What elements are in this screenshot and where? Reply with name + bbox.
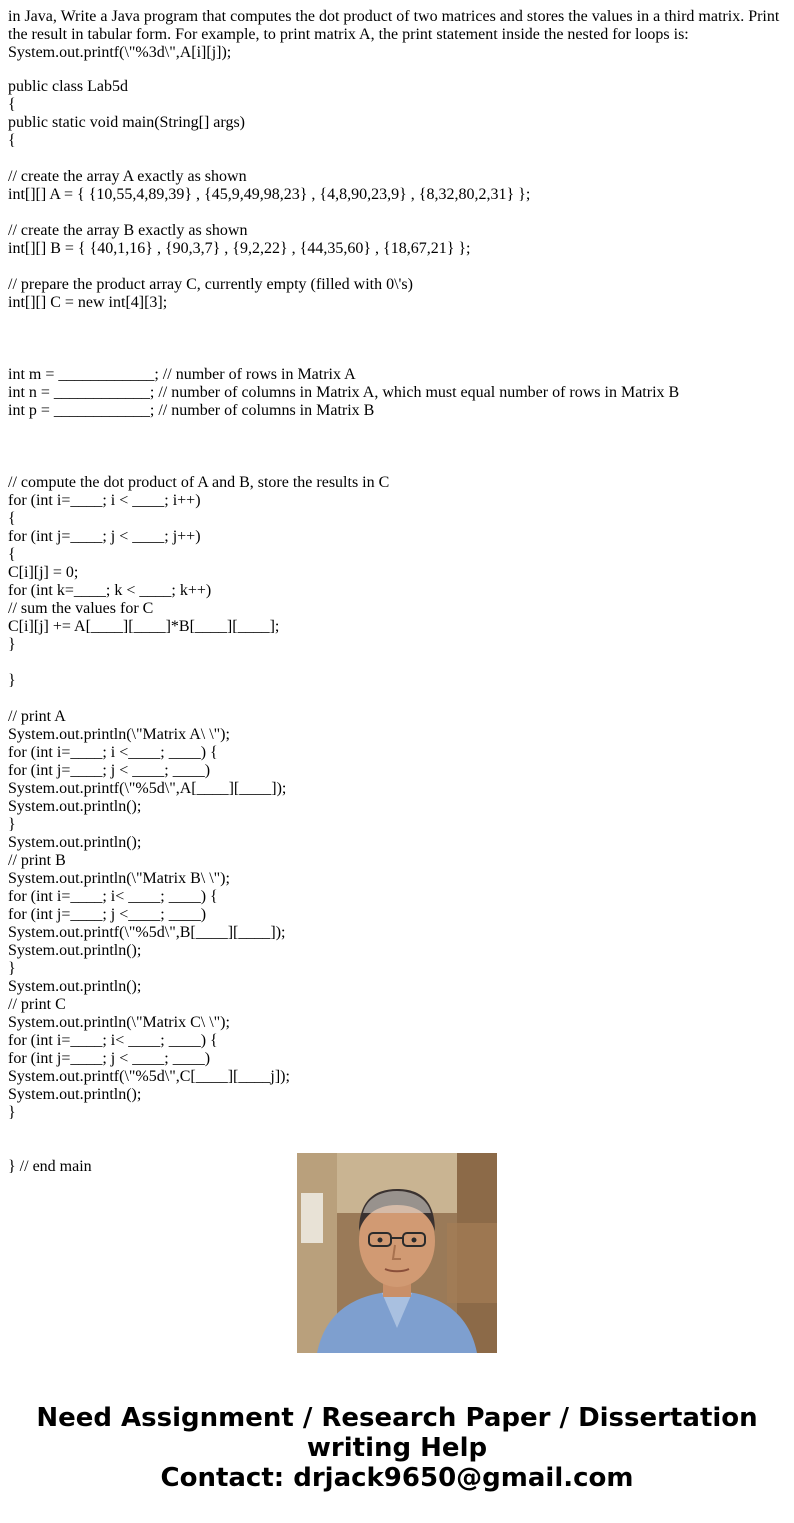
code-line xyxy=(8,204,786,222)
promo-line-2: writing Help xyxy=(306,1433,488,1463)
code-line: // create the array A exactly as shown xyxy=(8,168,247,185)
code-line: int[][] C = new int[4][3]; xyxy=(8,294,168,311)
question-intro: in Java, Write a Java program that computes the dot product of two matrices and stores the values in a third matrix. Print the result in tabular form. For example, to print matrix A, the print statement inside the nested for loops is: System.out.printf(\"%3d\",A[i][j]); xyxy=(8,8,780,61)
code-line xyxy=(8,150,786,168)
code-line xyxy=(8,312,786,330)
code-line: for (int j=____; j <____; ____) xyxy=(8,906,207,923)
code-line xyxy=(8,654,786,672)
promo-banner xyxy=(0,1403,794,1493)
code-line xyxy=(8,438,786,456)
code-line: for (int i=____; i< ____; ____) { xyxy=(8,1032,218,1049)
code-line: int m = ____________; // number of rows in Matrix A xyxy=(8,366,356,383)
code-line xyxy=(8,258,786,276)
code-line: } // end main xyxy=(8,1158,92,1175)
author-photo xyxy=(297,1153,497,1353)
code-line: System.out.printf(\"%5d\",B[____][____]); xyxy=(8,924,286,941)
code-line xyxy=(8,456,786,474)
code-line: } xyxy=(8,1104,16,1121)
code-line: C[i][j] = 0; xyxy=(8,564,79,581)
code-line: } xyxy=(8,960,16,977)
code-line: public static void main(String[] args) xyxy=(8,114,245,131)
code-line: { xyxy=(8,132,16,149)
code-line: public class Lab5d xyxy=(8,78,128,95)
code-line: for (int j=____; j < ____; ____) xyxy=(8,1050,211,1067)
code-line: } xyxy=(8,672,16,689)
code-line: System.out.println(\"Matrix A\ \"); xyxy=(8,726,230,743)
promo-contact: Contact: drjack9650@gmail.com xyxy=(160,1463,634,1493)
code-line: { xyxy=(8,546,16,563)
promo-line-1: Need Assignment / Research Paper / Dissertation xyxy=(36,1403,758,1433)
code-line: { xyxy=(8,510,16,527)
code-line: // sum the values for C xyxy=(8,600,154,617)
code-line: for (int k=____; k < ____; k++) xyxy=(8,582,212,599)
code-line: for (int i=____; i < ____; i++) xyxy=(8,492,201,509)
code-line: System.out.printf(\"%5d\",C[____][____j]); xyxy=(8,1068,290,1085)
code-line: for (int j=____; j < ____; ____) xyxy=(8,762,211,779)
code-line: System.out.println(); xyxy=(8,942,142,959)
code-line: int n = ____________; // number of columns in Matrix A, which must equal number of rows in Matrix B xyxy=(8,384,680,401)
code-line: System.out.println(); xyxy=(8,834,142,851)
author-photo-icon xyxy=(297,1153,497,1353)
code-line: { xyxy=(8,96,16,113)
code-line: System.out.println(); xyxy=(8,798,142,815)
code-line xyxy=(8,690,786,708)
code-line: System.out.println(); xyxy=(8,978,142,995)
code-line: // print C xyxy=(8,996,66,1013)
question-text xyxy=(8,8,786,1175)
code-line: System.out.println(\"Matrix C\ \"); xyxy=(8,1014,230,1031)
code-line xyxy=(8,420,786,438)
code-line xyxy=(8,330,786,348)
code-line: System.out.printf(\"%5d\",A[____][____]); xyxy=(8,780,287,797)
code-line: // create the array B exactly as shown xyxy=(8,222,248,239)
code-line: } xyxy=(8,636,16,653)
code-line: System.out.println(); xyxy=(8,1086,142,1103)
code-line: } xyxy=(8,816,16,833)
code-line: for (int i=____; i< ____; ____) { xyxy=(8,888,218,905)
code-line: // print A xyxy=(8,708,66,725)
code-line: int p = ____________; // number of columns in Matrix B xyxy=(8,402,375,419)
code-block xyxy=(8,78,786,1176)
code-line: int[][] A = { {10,55,4,89,39} , {45,9,49,98,23} , {4,8,90,23,9} , {8,32,80,2,31} }; xyxy=(8,186,531,203)
code-line: for (int i=____; i <____; ____) { xyxy=(8,744,218,761)
code-line: C[i][j] += A[____][____]*B[____][____]; xyxy=(8,618,280,635)
code-line: // prepare the product array C, currently empty (filled with 0\'s) xyxy=(8,276,413,293)
code-line xyxy=(8,348,786,366)
code-line: for (int j=____; j < ____; j++) xyxy=(8,528,201,545)
code-line: System.out.println(\"Matrix B\ \"); xyxy=(8,870,230,887)
code-line xyxy=(8,1122,786,1140)
code-line: int[][] B = { {40,1,16} , {90,3,7} , {9,2,22} , {44,35,60} , {18,67,21} }; xyxy=(8,240,471,257)
code-line: // print B xyxy=(8,852,66,869)
code-line: // compute the dot product of A and B, store the results in C xyxy=(8,474,390,491)
